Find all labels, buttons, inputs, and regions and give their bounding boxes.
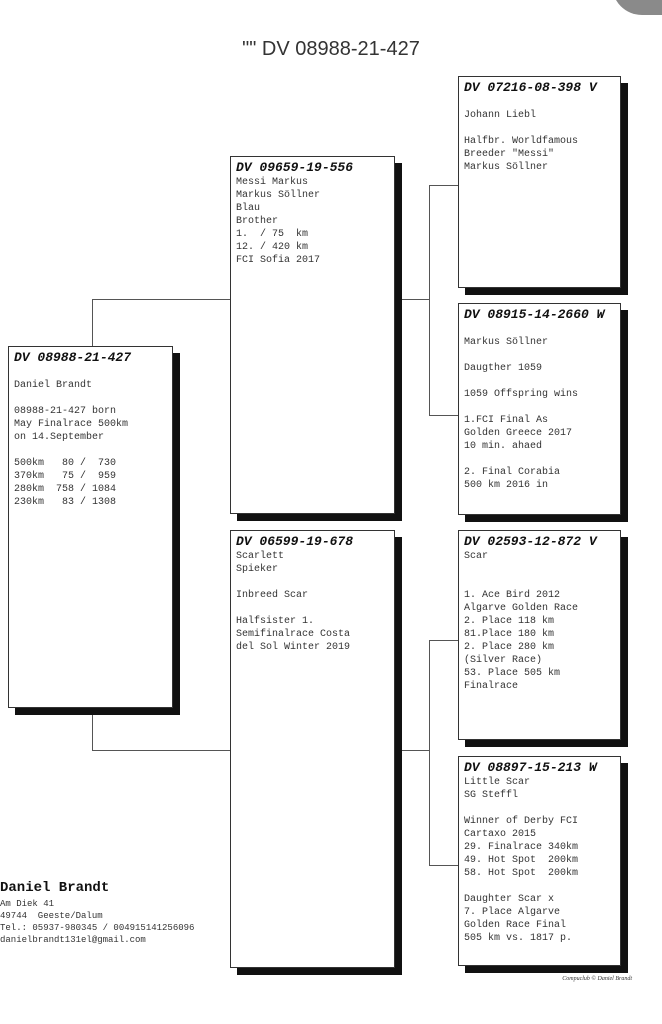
card-line	[14, 366, 167, 379]
breeder-phone: Tel.: 05937-980345 / 004915141256096	[0, 923, 195, 933]
pedigree-card-sire	[230, 156, 395, 514]
card-line: Inbreed Scar	[236, 590, 309, 601]
card-line: Finalrace	[464, 681, 519, 692]
card-line: Markus Söllner	[236, 190, 321, 201]
connector-line	[395, 299, 429, 300]
card-line: 2. Final Corabia	[464, 467, 561, 478]
ring-number: DV 06599-19-678	[236, 534, 354, 549]
card-line: Halfbr. Worldfamous	[464, 136, 579, 147]
card-line: on 14.September	[14, 432, 105, 443]
card-line	[464, 96, 615, 109]
card-line: Spieker	[236, 564, 279, 575]
card-line: 230km 83 / 1308	[14, 497, 117, 508]
connector-line	[92, 299, 232, 300]
card-line: Daughter Scar x	[464, 894, 555, 905]
card-line	[464, 576, 615, 589]
card-line: 500 km 2016 in	[464, 480, 549, 491]
pedigree-card-sire-sire	[458, 76, 621, 288]
connector-line	[429, 185, 459, 186]
card-line: del Sol Winter 2019	[236, 642, 351, 653]
card-line: 370km 75 / 959	[14, 471, 117, 482]
corner-decoration	[612, 0, 662, 15]
card-line	[464, 802, 615, 815]
card-line: 58. Hot Spot 200km	[464, 868, 579, 879]
card-line: Johann Liebl	[464, 110, 537, 121]
card-line: (Silver Race)	[464, 655, 543, 666]
card-line	[236, 576, 389, 589]
card-line: Markus Söllner	[464, 162, 549, 173]
card-line: Markus Söllner	[464, 337, 549, 348]
card-line: Golden Race Final	[464, 920, 567, 931]
card-line	[236, 602, 389, 615]
card-line: Semifinalrace Costa	[236, 629, 351, 640]
card-line	[14, 444, 167, 457]
ring-number: DV 08897-15-213 W	[464, 760, 597, 775]
card-line: Winner of Derby FCI	[464, 816, 579, 827]
card-line	[464, 563, 615, 576]
card-line: 81.Place 180 km	[464, 629, 555, 640]
card-line	[464, 323, 615, 336]
card-line: 53. Place 505 km	[464, 668, 561, 679]
card-line: Daugther 1059	[464, 363, 543, 374]
card-line: 10 min. ahaed	[464, 441, 543, 452]
card-line: Messi Markus	[236, 177, 309, 188]
footer-credit: Compuclub © Daniel Brandt	[562, 976, 632, 982]
ring-number: DV 08915-14-2660 W	[464, 307, 605, 322]
card-line: Blau	[236, 203, 261, 214]
connector-line	[429, 415, 459, 416]
card-line	[464, 401, 615, 414]
card-line: Breeder "Messi"	[464, 149, 555, 160]
pedigree-card-dam	[230, 530, 395, 968]
breeder-email: danielbrandt131el@gmail.com	[0, 935, 146, 945]
card-line: Brother	[236, 216, 279, 227]
connector-line	[92, 299, 93, 346]
connector-line	[429, 640, 430, 865]
card-line: FCI Sofia 2017	[236, 255, 321, 266]
card-line: Daniel Brandt	[14, 380, 93, 391]
card-line: 1. Ace Bird 2012	[464, 590, 561, 601]
card-line: 12. / 420 km	[236, 242, 309, 253]
card-line: 29. Finalrace 340km	[464, 842, 579, 853]
connector-line	[429, 865, 459, 866]
card-line: Scarlett	[236, 551, 285, 562]
card-line: 7. Place Algarve	[464, 907, 561, 918]
card-line: 500km 80 / 730	[14, 458, 117, 469]
card-line	[14, 392, 167, 405]
card-line	[464, 122, 615, 135]
connector-line	[429, 185, 430, 415]
card-line: 1.FCI Final As	[464, 415, 549, 426]
card-line: May Finalrace 500km	[14, 419, 129, 430]
connector-line	[92, 708, 93, 750]
connector-line	[92, 750, 232, 751]
page-title: "" DV 08988-21-427	[242, 38, 420, 60]
card-line	[464, 880, 615, 893]
card-line	[464, 375, 615, 388]
card-line: 49. Hot Spot 200km	[464, 855, 579, 866]
breeder-street: Am Diek 41	[0, 899, 55, 909]
card-line: Algarve Golden Race	[464, 603, 579, 614]
breeder-contact	[0, 898, 194, 946]
connector-line	[429, 640, 459, 641]
ring-number: DV 09659-19-556	[236, 160, 354, 175]
pedigree-card-dam-sire	[458, 530, 621, 740]
card-line: Halfsister 1.	[236, 616, 315, 627]
card-line: 08988-21-427 born	[14, 406, 117, 417]
card-line: SG Steffl	[464, 790, 519, 801]
card-line: Golden Greece 2017	[464, 428, 573, 439]
card-line: 280km 758 / 1084	[14, 484, 117, 495]
breeder-city: 49744 Geeste/Dalum	[0, 911, 103, 921]
card-line: Cartaxo 2015	[464, 829, 537, 840]
card-line: 2. Place 118 km	[464, 616, 555, 627]
card-line: 2. Place 280 km	[464, 642, 555, 653]
card-line: 1059 Offspring wins	[464, 389, 579, 400]
card-line	[464, 349, 615, 362]
card-line: Scar	[464, 551, 489, 562]
pedigree-card-dam-dam	[458, 756, 621, 966]
card-line: Little Scar	[464, 777, 531, 788]
breeder-name: Daniel Brandt	[0, 880, 110, 896]
ring-number: DV 08988-21-427	[14, 350, 132, 365]
card-line: 505 km vs. 1817 p.	[464, 933, 573, 944]
ring-number: DV 02593-12-872 V	[464, 534, 597, 549]
pedigree-card-subject	[8, 346, 173, 708]
card-line: 1. / 75 km	[236, 229, 309, 240]
pedigree-card-sire-dam	[458, 303, 621, 515]
connector-line	[395, 750, 429, 751]
card-line	[464, 453, 615, 466]
ring-number: DV 07216-08-398 V	[464, 80, 597, 95]
